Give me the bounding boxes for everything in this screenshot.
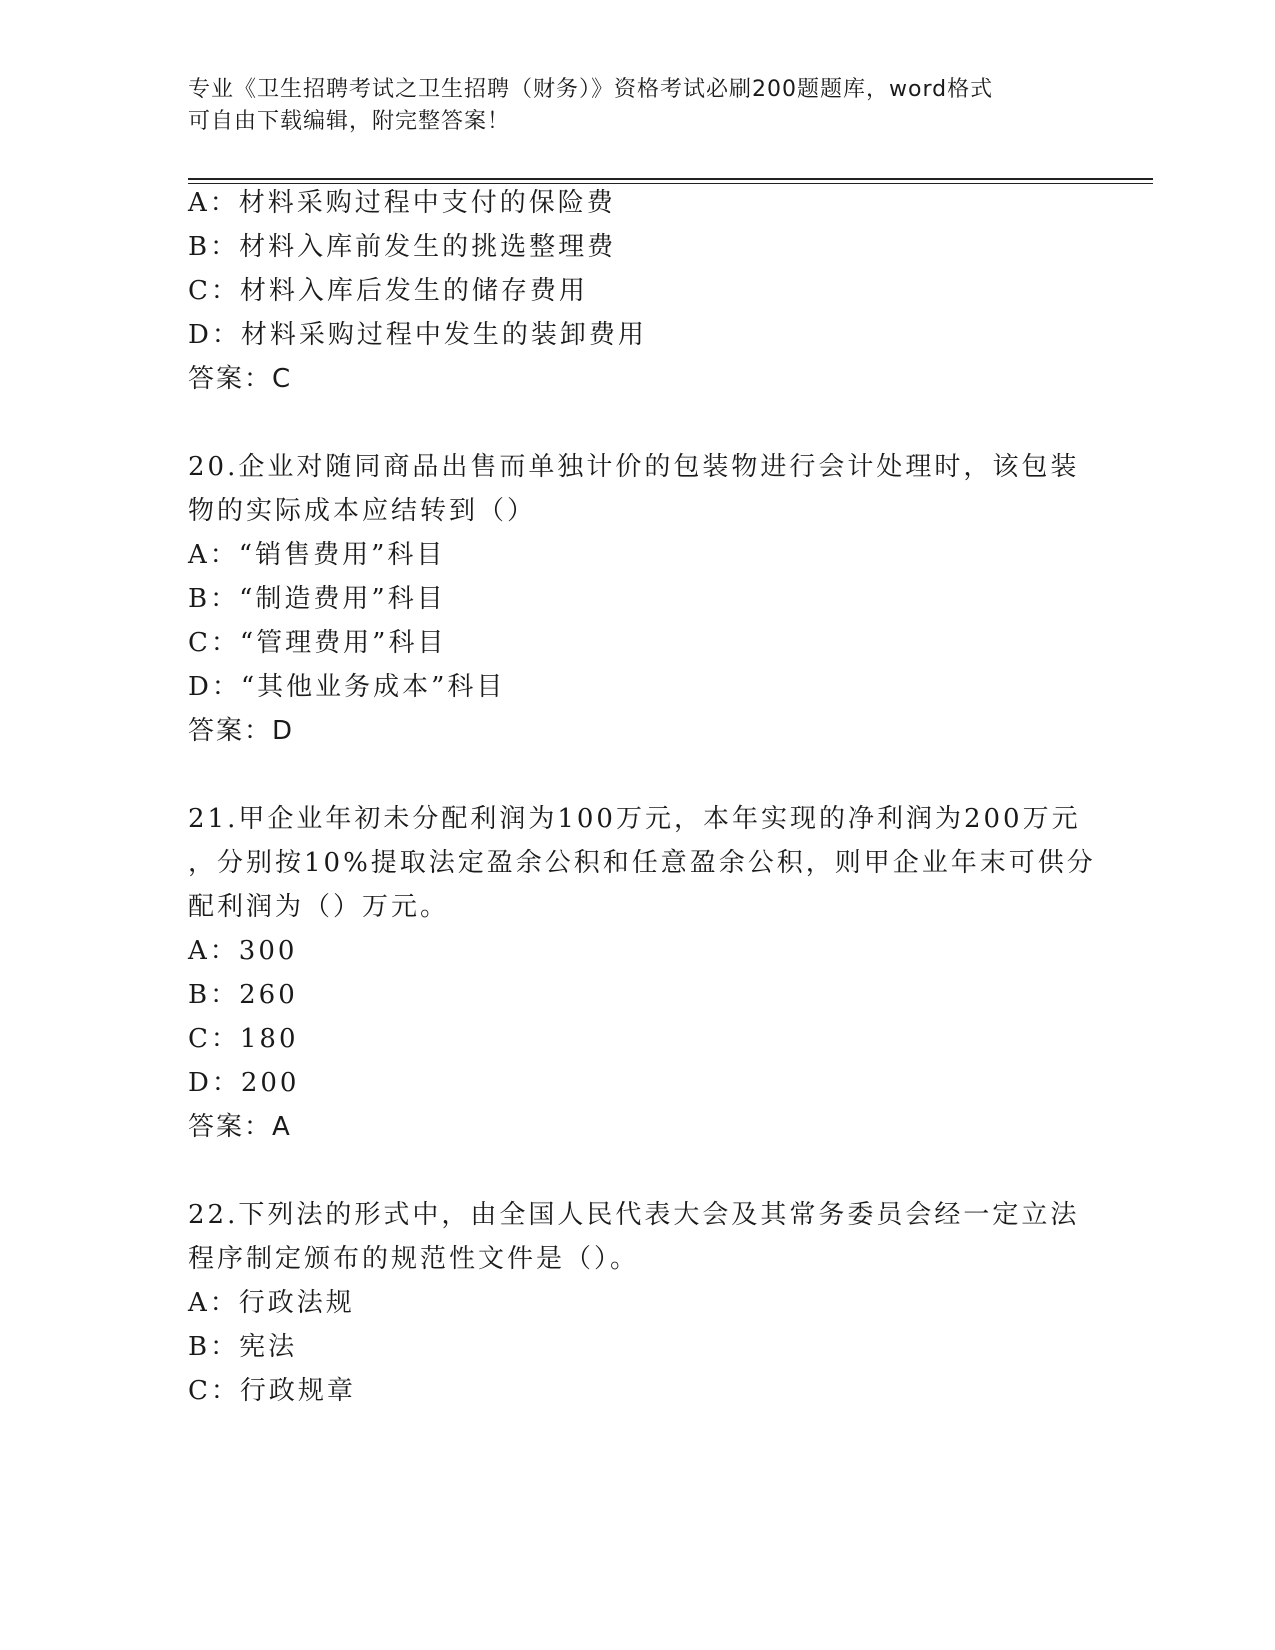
q22-option-a: A：行政法规 — [188, 1288, 355, 1318]
q21-text-line-2: ，分别按10%提取法定盈余公积和任意盈余公积，则甲企业年末可供分 — [188, 848, 1096, 878]
prev-option-c: C：材料入库后发生的储存费用 — [188, 276, 588, 306]
q20-text-line-1: 20.企业对随同商品出售而单独计价的包装物进行会计处理时，该包装 — [188, 452, 1080, 482]
q21-option-d: D：200 — [188, 1068, 300, 1098]
document-header — [188, 74, 1068, 138]
q21-text-line-1: 21.甲企业年初未分配利润为100万元，本年实现的净利润为200万元 — [188, 804, 1081, 834]
q21-option-c: C：180 — [188, 1024, 299, 1054]
q22-option-c: C：行政规章 — [188, 1376, 356, 1406]
q20-option-c: C：“管理费用”科目 — [188, 628, 447, 658]
q21-text-line-3: 配利润为（）万元。 — [188, 892, 450, 922]
q20-option-a: A：“销售费用”科目 — [188, 540, 446, 570]
q22-text-line-1: 22.下列法的形式中，由全国人民代表大会及其常务委员会经一定立法 — [188, 1200, 1080, 1230]
q21-answer: 答案：A — [188, 1112, 292, 1142]
q22-text-line-2: 程序制定颁布的规范性文件是（）。 — [188, 1244, 640, 1274]
prev-option-b: B：材料入库前发生的挑选整理费 — [188, 232, 617, 262]
q21-option-b: B：260 — [188, 980, 298, 1010]
q22-option-b: B：宪法 — [188, 1332, 298, 1362]
q20-text-line-2: 物的实际成本应结转到（） — [188, 496, 537, 526]
prev-option-d: D：材料采购过程中发生的装卸费用 — [188, 320, 647, 350]
q21-option-a: A：300 — [188, 936, 298, 966]
prev-option-a: A：材料采购过程中支付的保险费 — [188, 188, 616, 218]
header-line-1: 专业《卫生招聘考试之卫生招聘（财务）》资格考试必刷200题题库，word格式 — [188, 77, 994, 102]
header-line-2: 可自由下载编辑，附完整答案！ — [188, 109, 511, 134]
q20-option-d: D：“其他业务成本”科目 — [188, 672, 506, 702]
q20-option-b: B：“制造费用”科目 — [188, 584, 446, 614]
q20-answer: 答案：D — [188, 716, 295, 746]
prev-answer: 答案：C — [188, 364, 293, 394]
